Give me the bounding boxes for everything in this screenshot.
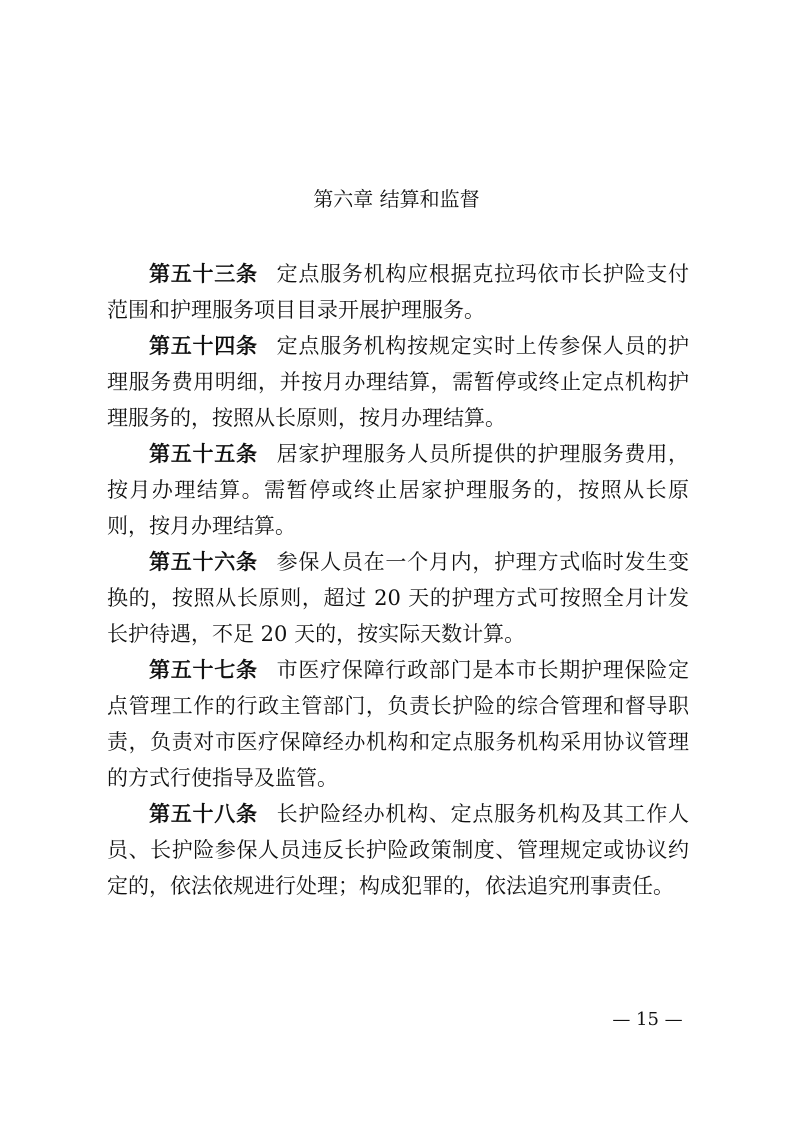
article-text: 参保人员在一个月内，护理方式临时发生变换的，按照从长原则，超过 20 天的护理方式可按照全月计发长护待遇，不足 20 天的，按实际天数计算。 bbox=[107, 550, 690, 646]
article-53 bbox=[107, 256, 689, 328]
article-number: 第五十三条 bbox=[149, 262, 258, 286]
article-text: 长护险经办机构、定点服务机构及其工作人员、长护险参保人员违反长护险政策制度、管理规定或协议约定的，依法依规进行处理；构成犯罪的，依法追究刑事责任。 bbox=[107, 802, 690, 898]
article-text: 市医疗保障行政部门是本市长期护理保险定点管理工作的行政主管部门，负责长护险的综合管理和督导职责，负责对市医疗保障经办机构和定点服务机构采用协议管理的方式行使指导及监管。 bbox=[107, 658, 690, 790]
article-57 bbox=[107, 652, 689, 796]
article-text: 定点服务机构按规定实时上传参保人员的护理服务费用明细，并按月办理结算，需暂停或终止定点机构护理服务的，按照从长原则，按月办理结算。 bbox=[107, 334, 690, 430]
article-number: 第五十四条 bbox=[149, 334, 258, 358]
article-number: 第五十六条 bbox=[149, 550, 258, 574]
page-number: — 15 — bbox=[612, 1009, 683, 1030]
article-number: 第五十七条 bbox=[149, 658, 258, 682]
article-text: 定点服务机构应根据克拉玛依市长护险支付范围和护理服务项目目录开展护理服务。 bbox=[107, 262, 690, 322]
chapter-title: 第六章 结算和监督 bbox=[313, 187, 480, 211]
article-55 bbox=[107, 436, 689, 544]
article-54 bbox=[107, 328, 689, 436]
article-number: 第五十八条 bbox=[149, 802, 258, 826]
article-56 bbox=[107, 544, 689, 652]
article-number: 第五十五条 bbox=[149, 442, 258, 466]
document-body bbox=[107, 256, 689, 904]
article-text: 居家护理服务人员所提供的护理服务费用，按月办理结算。需暂停或终止居家护理服务的，按照从长原则，按月办理结算。 bbox=[107, 442, 690, 538]
article-58 bbox=[107, 796, 689, 904]
